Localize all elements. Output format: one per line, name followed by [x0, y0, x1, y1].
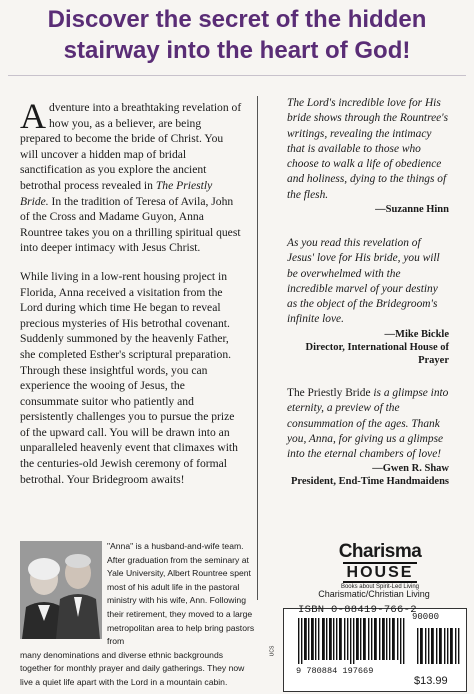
- category-label: Charismatic/Christian Living: [318, 589, 430, 599]
- barcode-digits: 9 780884 197669: [296, 666, 374, 676]
- endorsement-text: The Lord's incredible love for His bride shows through the Rountree's writings, revealing the intimacy that is available to those who choose to walk a life of obedience and holiness, dying to the things of the flesh.: [287, 97, 449, 201]
- author-bio: [20, 540, 255, 690]
- column-divider: [257, 96, 258, 600]
- headline: [0, 4, 474, 66]
- publisher-logo: [325, 542, 435, 591]
- endorsement-author: —Mike Bickle: [384, 328, 449, 340]
- addon-barcode-icon: [417, 628, 461, 664]
- description-text-1: dventure into a breathtaking revelation of how you, as a believer, are being prepared to become the bride of Christ. You will uncover a hidden map of bridal sanctification as you explore the ancient betrothal process revealed in: [20, 101, 242, 192]
- description-paragraph-2: While living in a low-rent housing project in Florida, Anna received a visitation from the Lord during which time He began to reveal precious mysteries of His betrothal covenant. Suddenly summoned by the heavenly Father, she completed Esther's scriptural preparation. Through these insightful words, you can experience the wooing of Jesus, the consummate suitor who patiently and persistently challenges you to pursue the prize of the upward call. You will be drawn into an unparalleled heavenly event that climaxes with the centuries-old Jewish ceremony of formal betrothal. Your Bridegroom awaits!: [20, 269, 238, 486]
- description-paragraph-1: [20, 96, 242, 256]
- drop-cap: A: [20, 96, 46, 136]
- headline-line-2: stairway into the heart of God!: [63, 37, 411, 64]
- endorsement-bickle: [287, 236, 449, 367]
- publisher-tagline: Books about Spirit-Led Living: [340, 584, 420, 590]
- isbn: ISBN 0-88419-766-2: [298, 604, 417, 616]
- description-text-1-end: In the tradition of Teresa of Avila, John of the Cross and Madame Guyon, Anna Rountree takes you on a thrilling spiritual quest into deeper intimacy with Jesus Christ.: [20, 194, 241, 255]
- endorsement-author: —Gwen R. Shaw: [372, 463, 449, 475]
- endorsement-hinn: [287, 96, 449, 216]
- ucs-code: UCS: [269, 645, 276, 657]
- price: $13.99: [414, 675, 448, 687]
- publisher-logo-line-2: HOUSE: [343, 562, 418, 583]
- endorsement-author-title: President, End-Time Handmaidens: [290, 476, 449, 488]
- endorsement-shaw: [287, 386, 449, 488]
- endorsement-text: [287, 386, 449, 462]
- book-title: The Priestly Bride.: [20, 178, 213, 208]
- author-bio-text: many denominations and diverse ethnic backgrounds together for monthly prayer and daily gatherings. They now live a quiet life apart with the Lord in a mountain cabin.: [20, 649, 245, 687]
- endorsement-text: As you read this revelation of Jesus' love for His bride, you will be overwhelmed with the incredible marvel of your destiny as the object of the Bridegroom's infinite love.: [287, 237, 440, 326]
- barcode-icon: [298, 618, 410, 664]
- price-code: 90000: [412, 612, 440, 622]
- endorsement-text-body: is a glimpse into eternity, a preview of the consummation of the ages. Thank you, Anna, for giving us a glimpse into the eternal chambers of love!: [287, 387, 449, 461]
- description-column: [20, 96, 242, 500]
- top-divider: [8, 75, 466, 76]
- endorsement-author: —Suzanne Hinn: [375, 204, 449, 216]
- author-bio-text-indented: "Anna" is a husband-and-wife team. After graduation from the seminary at Yale University, Albert Rountree spent most of his adult life in the pastoral ministry with his wife, Ann. Following their retirement, they moved to a large metropolitan area to help bring pastors from: [107, 541, 255, 647]
- headline-line-1: Discover the secret of the hidden: [47, 6, 427, 33]
- publisher-logo-line-1: Charisma: [338, 541, 422, 562]
- book-title-lead: The Priestly Bride: [287, 387, 371, 399]
- endorsement-author-title: Director, International House of Prayer: [305, 341, 449, 366]
